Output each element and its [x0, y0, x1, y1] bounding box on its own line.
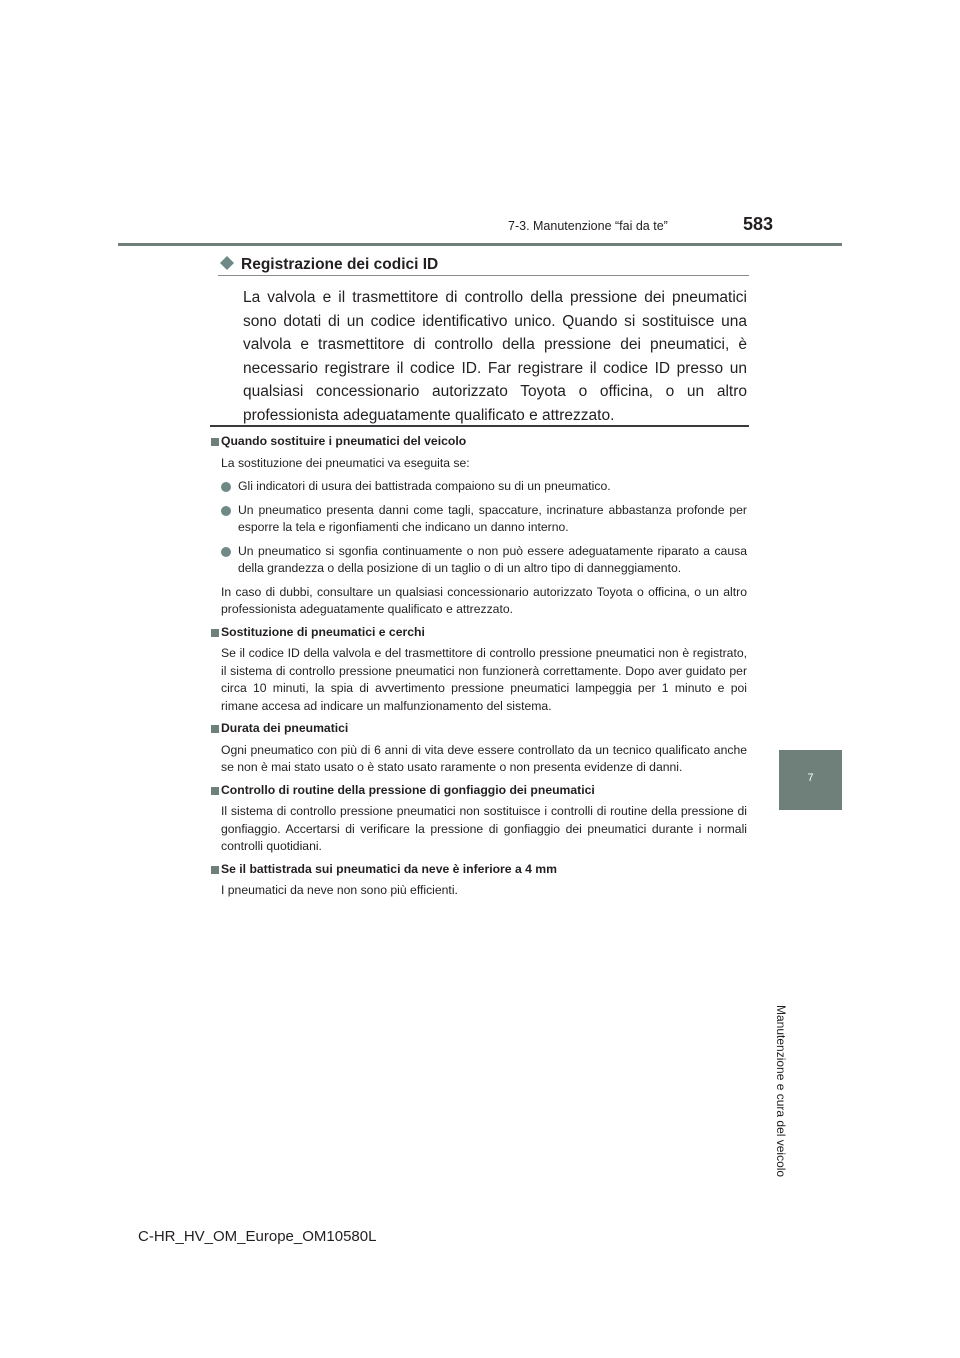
note-text: Ogni pneumatico con più di 6 anni di vita deve essere controllato da un tecnico qualificato anche se non è mai stato usato o è stato usato raramente o non presenta evidenze di danni.: [221, 742, 747, 774]
list-item-text: Un pneumatico presenta danni come tagli, spaccature, incrinature abbastanza profonde per esporre la tela e rigonfiamenti che indicano un danno interno.: [238, 502, 747, 534]
running-header-section: 7-3. Manutenzione “fai da te”: [508, 219, 668, 233]
square-bullet-icon: [211, 629, 219, 637]
box-title-text: Registrazione dei codici ID: [241, 256, 439, 273]
chapter-side-label: Manutenzione e cura del veicolo: [774, 1005, 788, 1178]
page-number: 583: [743, 214, 774, 234]
note-heading: [211, 624, 747, 642]
note-heading-text: Quando sostituire i pneumatici del veicolo: [221, 434, 467, 448]
chapter-tab-number: 7: [807, 772, 814, 784]
list-item: [221, 478, 747, 496]
circle-bullet-icon: [221, 547, 231, 557]
chapter-tab: [779, 750, 842, 810]
square-bullet-icon: [211, 725, 219, 733]
circle-bullet-icon: [221, 506, 231, 516]
list-item: [221, 543, 747, 578]
note-heading: [211, 861, 747, 879]
list-item-text: Un pneumatico si sgonfia continuamente o non può essere adeguatamente riparato a causa della grandezza o della posizione di un taglio o di un altro tipo di danneggiamento.: [238, 543, 747, 575]
diamond-icon: [220, 256, 234, 270]
box-title-rule: [218, 275, 749, 276]
note-heading-text: Controllo di routine della pressione di gonfiaggio dei pneumatici: [221, 782, 595, 797]
note-heading-text: Durata dei pneumatici: [221, 721, 349, 735]
note-text: I pneumatici da neve non sono più efficienti.: [221, 883, 458, 897]
note-heading: [211, 720, 747, 738]
box-title: [220, 255, 438, 274]
notes: [211, 433, 747, 900]
note-text: In caso di dubbi, consultare un qualsiasi concessionario autorizzato Toyota o officina, o un altro professionista adeguatamente qualificato e attrezzato.: [221, 584, 747, 616]
box-body: La valvola e il trasmettitore di controllo della pressione dei pneumatici sono dotati di un codice identificativo unico. Quando si sostituisce una valvola e trasmettitore di controllo della pressione dei pneumatici, è necessario registrare il codice ID. Far registrare il codice ID presso un qualsiasi concessionario autorizzato Toyota o officina, o un altro professionista adeguatamente qualificato e attrezzato.: [243, 289, 747, 424]
note-heading: [211, 433, 747, 451]
square-bullet-icon: [211, 438, 219, 446]
circle-bullet-icon: [221, 482, 231, 492]
header-rule: [118, 243, 842, 246]
square-bullet-icon: [211, 787, 219, 795]
note-heading-text: Sostituzione di pneumatici e cerchi: [221, 624, 425, 639]
footer-document-code: C-HR_HV_OM_Europe_OM10580L: [138, 1228, 377, 1245]
note-heading-text: Se il battistrada sui pneumatici da neve è inferiore a 4 mm: [221, 861, 557, 876]
list-item: [221, 502, 747, 537]
section-end-rule: [210, 425, 749, 427]
list-item-text: Gli indicatori di usura dei battistrada compaiono su di un pneumatico.: [238, 479, 611, 493]
note-text: Se il codice ID della valvola e del trasmettitore di controllo pressione pneumatici non è registrato, il sistema di controllo pressione pneumatici non funzionerà correttamente. Dopo aver guidato per circa 10 minuti, la spia di avvertimento pressione pneumatici lampeggia per 1 minuto e poi rimane accesa ad indicare un malfunzionamento del sistema.: [221, 646, 747, 713]
note-heading: [211, 782, 747, 800]
square-bullet-icon: [211, 866, 219, 874]
note-text: La sostituzione dei pneumatici va eseguita se:: [221, 455, 470, 470]
note-text: Il sistema di controllo pressione pneumatici non sostituisce i controlli di routine della pressione di gonfiaggio. Accertarsi di verificare la pressione di gonfiaggio dei pneumatici durante i normali controlli quotidiani.: [221, 804, 747, 853]
